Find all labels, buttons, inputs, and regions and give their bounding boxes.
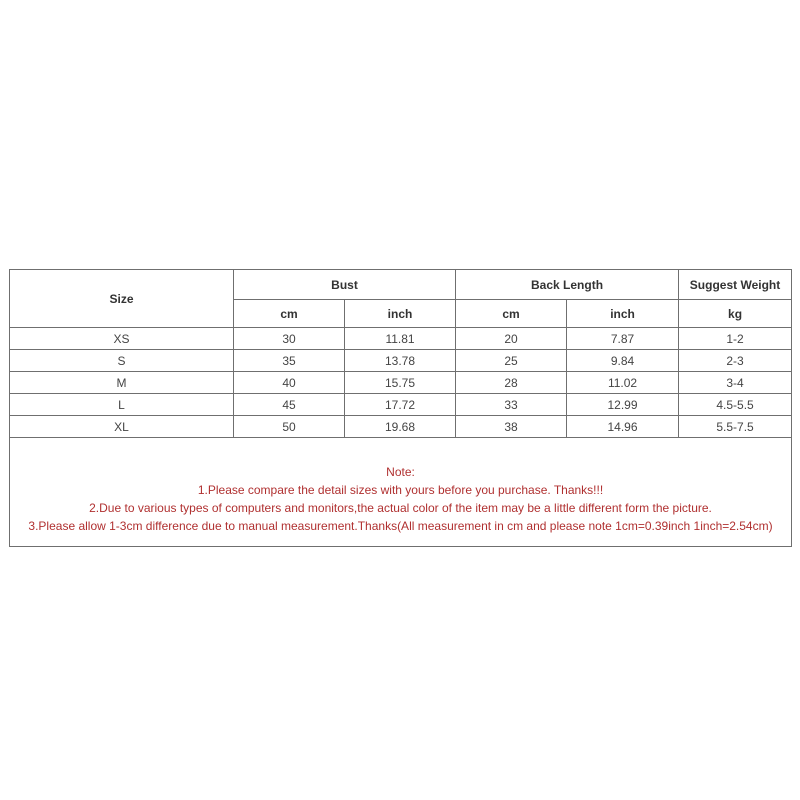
weight-kg-cell: 3-4	[679, 372, 792, 394]
bust-cm-unit-header: cm	[234, 300, 345, 328]
bust-group-header: Bust	[234, 270, 456, 300]
bust-cm-cell: 35	[234, 350, 345, 372]
bust-inch-cell: 19.68	[345, 416, 456, 438]
table-row	[10, 372, 792, 394]
weight-kg-cell: 5.5-7.5	[679, 416, 792, 438]
note-title: Note:	[386, 465, 415, 479]
back-cm-unit-header: cm	[456, 300, 567, 328]
size-cell: S	[10, 350, 234, 372]
size-cell: M	[10, 372, 234, 394]
bust-cm-cell: 30	[234, 328, 345, 350]
table-row	[10, 350, 792, 372]
size-cell: XL	[10, 416, 234, 438]
bust-inch-cell: 17.72	[345, 394, 456, 416]
back-cm-cell: 38	[456, 416, 567, 438]
size-cell: XS	[10, 328, 234, 350]
note-block	[10, 438, 792, 547]
weight-kg-unit-header: kg	[679, 300, 792, 328]
group-header-row	[10, 270, 792, 300]
back-cm-cell: 28	[456, 372, 567, 394]
back-inch-cell: 7.87	[567, 328, 679, 350]
bust-inch-cell: 11.81	[345, 328, 456, 350]
bust-inch-unit-header: inch	[345, 300, 456, 328]
note-line-3: 3.Please allow 1-3cm difference due to manual measurement.Thanks(All measurement in cm and please note 1cm=0.39inch 1inch=2.54cm)	[28, 519, 773, 533]
back-inch-cell: 9.84	[567, 350, 679, 372]
bust-inch-cell: 15.75	[345, 372, 456, 394]
weight-kg-cell: 1-2	[679, 328, 792, 350]
bust-cm-cell: 50	[234, 416, 345, 438]
note-row	[10, 438, 792, 547]
size-table	[9, 269, 792, 547]
weight-kg-cell: 4.5-5.5	[679, 394, 792, 416]
back-inch-unit-header: inch	[567, 300, 679, 328]
suggest-weight-group-header: Suggest Weight	[679, 270, 792, 300]
back-cm-cell: 20	[456, 328, 567, 350]
bust-cm-cell: 45	[234, 394, 345, 416]
table-row	[10, 394, 792, 416]
size-chart	[9, 269, 791, 547]
table-row	[10, 416, 792, 438]
size-column-header: Size	[10, 270, 234, 328]
back-inch-cell: 11.02	[567, 372, 679, 394]
note-line-1: 1.Please compare the detail sizes with yours before you purchase. Thanks!!!	[197, 483, 604, 497]
back-length-group-header: Back Length	[456, 270, 679, 300]
back-cm-cell: 25	[456, 350, 567, 372]
weight-kg-cell: 2-3	[679, 350, 792, 372]
back-inch-cell: 14.96	[567, 416, 679, 438]
table-row	[10, 328, 792, 350]
bust-cm-cell: 40	[234, 372, 345, 394]
bust-inch-cell: 13.78	[345, 350, 456, 372]
back-cm-cell: 33	[456, 394, 567, 416]
back-inch-cell: 12.99	[567, 394, 679, 416]
size-cell: L	[10, 394, 234, 416]
note-line-2: 2.Due to various types of computers and monitors,the actual color of the item may be a little different form the picture.	[89, 501, 712, 515]
